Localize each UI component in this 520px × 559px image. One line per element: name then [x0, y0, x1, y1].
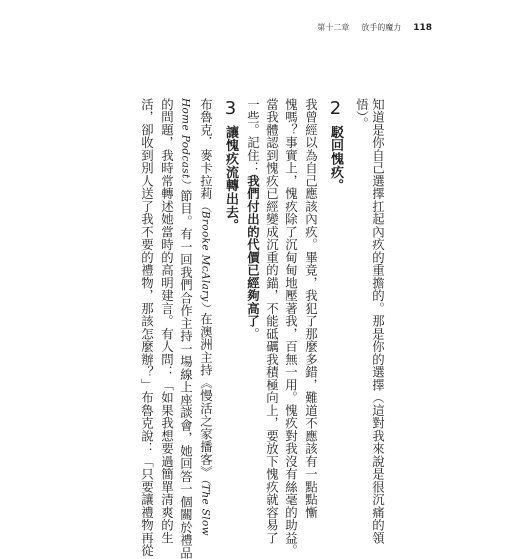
text-segment: 當我體認到愧疚已經變成沉重的錨，不能砥礪我積極向上，要放下愧疚就容易了 [264, 98, 280, 545]
page-number: 118 [413, 22, 432, 33]
running-header [317, 22, 432, 33]
text-segment: 愧嗎？事實上，愧疚除了沉甸甸地壓著我，百無一用。愧疚對我沒有絲毫的助益。 [283, 98, 299, 557]
text-column [264, 98, 280, 545]
text-segment: 的問題，我時常轉述她當時的高明建言。有人問：「如果我想要過簡單清爽的生 [159, 98, 175, 545]
text-segment: 在澳洲主持《慢活之家播客》 [198, 312, 214, 479]
text-segment: 。 [245, 327, 261, 341]
emphasis-text: 我們付出的代價已經夠高了 [245, 174, 261, 328]
text-segment: 我曾經以為自己應該內疚。畢竟，我犯了那麼多錯，難道不應該有一點點慚 [303, 98, 319, 519]
text-segment: 讓愧疚流轉出去。 [223, 125, 238, 233]
text-segment: 一些。記住： [245, 98, 261, 175]
latin-text: （Brooke McAlary） [199, 200, 212, 313]
section-number: 2 [325, 98, 346, 120]
text-column [370, 98, 386, 545]
text-segment: 悟）。 [354, 98, 370, 131]
text-segment: 活，卻收到別人送了我不要的禮物，那該怎麼辦？」布魯克說：「只要讓禮物再從 [139, 98, 155, 557]
section-heading [221, 98, 239, 232]
section-heading [326, 98, 344, 192]
text-column [178, 98, 194, 559]
text-column [354, 98, 370, 131]
text-column [303, 98, 319, 519]
latin-text: Home Podcast） [179, 98, 192, 190]
text-segment: 節目。有一回我們合作主持一場線上座談會，她回答一個關於禮品 [178, 189, 194, 559]
text-segment: 知道是你自己選擇扛起內疚的重擔的。那是你的選擇（這對我來說是很沉痛的領 [370, 98, 386, 545]
text-column [159, 98, 175, 545]
text-column [245, 98, 261, 341]
chapter-label: 第十二章 [317, 23, 350, 32]
chapter-title: 放手的魔力 [361, 23, 402, 32]
text-column [283, 98, 299, 557]
text-column [139, 98, 155, 557]
text-segment: 布魯克．麥卡拉莉 [198, 98, 214, 200]
text-column [198, 98, 214, 537]
text-segment: 駁回愧疚。 [328, 125, 343, 193]
latin-text: （The Slow [199, 478, 212, 537]
section-number: 3 [220, 98, 241, 120]
